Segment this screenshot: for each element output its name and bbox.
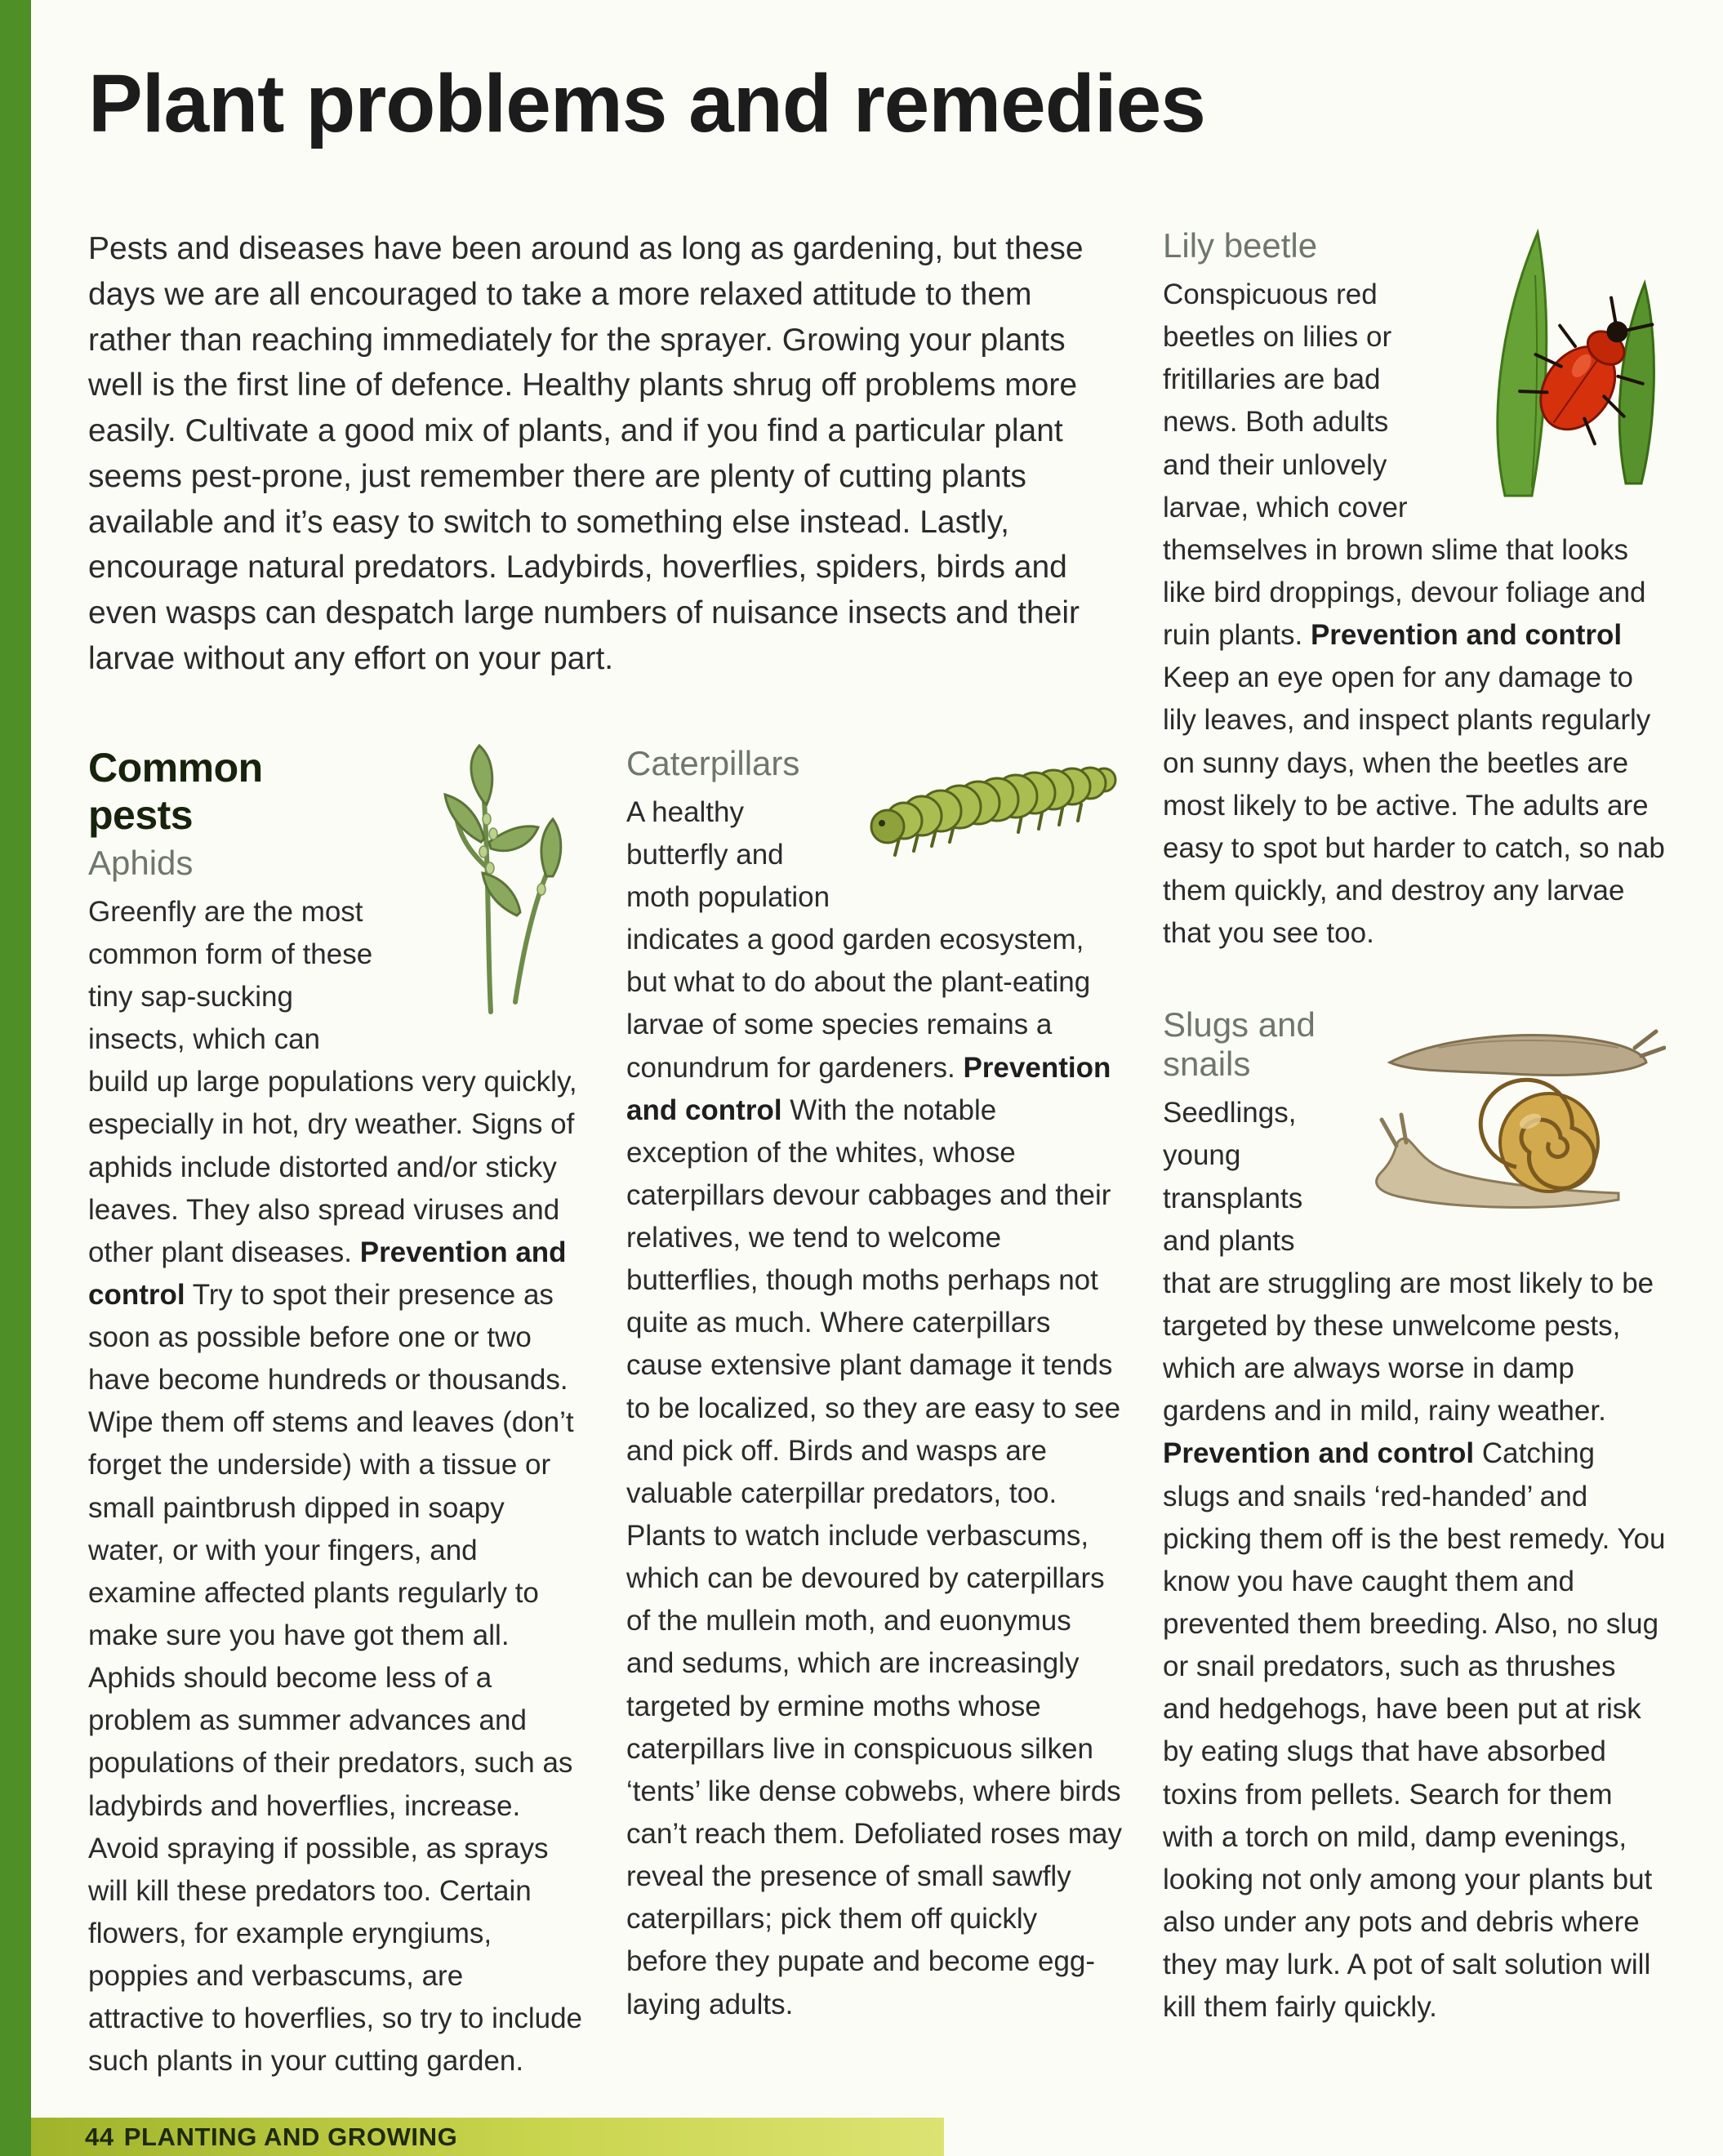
caterpillars-body-1: A healthy butterfly and moth population indicates a good garden ecosystem, but what to do about the plant-eating larvae of some species remains a conundrum for gardeners. (626, 795, 1091, 1084)
page-title: Plant problems and remedies (88, 58, 1205, 149)
lily-beetle-illustration (1460, 226, 1666, 497)
aphids-paragraph (88, 891, 585, 2083)
slug-snail-illustration (1341, 1005, 1666, 1219)
lily-beetle-body-1: Conspicuous red beetles on lilies or fritillaries are bad news. Both adults and their unlovely larvae, which cover themselves in brown slime that looks like bird droppings, devour foliage and ruin plants. (1163, 278, 1646, 652)
footer-text (85, 2123, 457, 2152)
slugs-snails-body-2: Catching slugs and snails ‘red-handed’ and picking them off is the best remedy. You know you have caught them and prevented them breeding. Also, no slug or snail predators, such as thrushes and hedgehogs, have been put at risk by eating slugs that have absorbed toxins from pellets. Search for them with a torch on mild, damp evenings, looking not only among your plants but also under any pots and debris where they may lurk. A pot of salt solution will kill them fairly quickly. (1163, 1437, 1666, 2024)
right-column (1163, 226, 1666, 2029)
aphids-heading: Aphids (88, 843, 194, 882)
page-edge-green-bar (0, 0, 31, 2156)
page (88, 57, 1666, 2083)
aphids-prevention-label: Prevention and control (88, 1236, 567, 1311)
caterpillars-heading: Caterpillars (626, 743, 800, 782)
caterpillars-paragraph (626, 791, 1124, 2026)
common-pests-heading: Common pests (88, 744, 263, 838)
slugs-snails-section (1163, 1005, 1666, 2029)
slugs-snails-prevention-label: Prevention and control (1163, 1437, 1475, 1470)
lily-beetle-body-2: Keep an eye open for any damage to lily leaves, and inspect plants regularly on sunny days, when the beetles are most likely to be active. The adults are easy to spot but harder to catch, so nab them quickly, and destroy any larvae that you see too. (1163, 662, 1665, 950)
caterpillars-body-2: With the notable exception of the whites, whose caterpillars devour cabbages and their relatives, we tend to welcome butterflies, though moths perhaps not quite as much. Where caterpillars cause extensive plant damage it tends to be localized, so they are easy to see and pick off. Birds and wasps are valuable caterpillar predators, too. Plants to watch include verbascums, which can be devoured by caterpillars of the mullein moth, and euonymus and sedums, which are increasingly targeted by ermine moths whose caterpillars live in conspicuous silken ‘tents’ like dense cobwebs, where birds can’t reach them. Defoliated roses may reveal the presence of small sawfly caterpillars; pick them off quickly before they pupate and become egg-laying adults. (626, 1094, 1122, 2020)
aphids-body-1: Greenfly are the most common form of these tiny sap-sucking insects, which can build up large populations very quickly, especially in hot, dry weather. Signs of aphids include distorted and/or sticky leaves. They also spread viruses and other plant diseases. (88, 895, 577, 1268)
lily-beetle-heading: Lily beetle (1163, 226, 1318, 265)
column-aphids (88, 744, 585, 2083)
lily-beetle-prevention-label: Prevention and control (1310, 619, 1623, 652)
footer-label: PLANTING AND GROWING (123, 2122, 458, 2151)
slugs-snails-body-1: Seedlings, young transplants and plants that are struggling are most likely to be targeted by these unwelcome pests, which are always worse in damp gardens and in mild, rainy weather. (1163, 1097, 1654, 1428)
left-block (88, 226, 1124, 2083)
footer-bar (31, 2118, 944, 2156)
slugs-snails-heading: Slugs and snails (1163, 1005, 1316, 1084)
main-layout (88, 226, 1666, 2083)
aphids-plant-illustration (396, 744, 585, 1015)
aphids-body-2: Try to spot their presence as soon as possible before one or two have become hundreds or thousands. Wipe them off stems and leaves (don’t forget the underside) with a tissue or small paintbrush dipped in soapy water, or with your fingers, and examine affected plants regularly to make sure you have got them all. Aphids should become less of a problem as summer advances and populations of their predators, such as ladybirds and hoverflies, increase. Avoid spraying if possible, as sprays will kill these predators too. Certain flowers, for example eryngiums, poppies and verbascums, are attractive to hoverflies, so try to include such plants in your cutting garden. (88, 1278, 582, 2078)
caterpillar-illustration (854, 739, 1124, 870)
intro-paragraph: Pests and diseases have been around as long as gardening, but these days we are all encouraged to take a more relaxed attitude to them rather than reaching immediately for the sprayer. Growing your plants well is the first line of defence. Healthy plants shrug off problems more easily. Cultivate a good mix of plants, and if you find a particular plant seems pest-prone, just remember there are plenty of cutting plants available and it’s easy to switch to something else instead. Lastly, encourage natural predators. Ladybirds, hoverflies, spiders, birds and even wasps can despatch large numbers of nuisance insects and their larvae without any effort on your part. (88, 231, 1084, 676)
two-column-area (88, 744, 1124, 2083)
footer-page-number: 44 (85, 2122, 114, 2151)
lily-beetle-section (1163, 226, 1666, 955)
column-caterpillars (626, 744, 1124, 2083)
caterpillars-prevention-label: Prevention and control (626, 1051, 1111, 1126)
slugs-snails-paragraph (1163, 1092, 1666, 2029)
